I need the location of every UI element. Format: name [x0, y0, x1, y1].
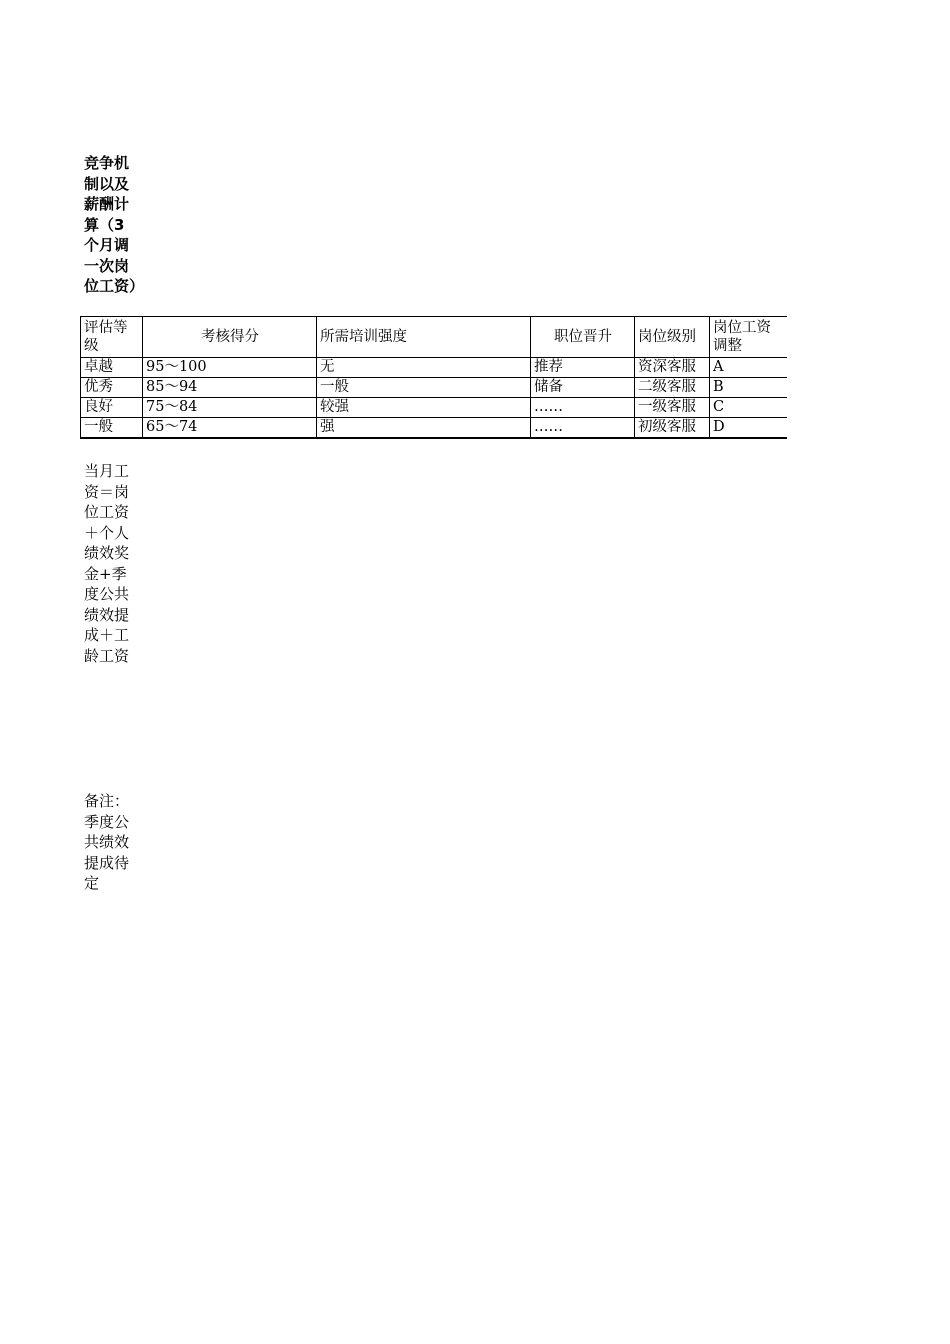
cell-grade: 优秀: [81, 378, 143, 398]
table-header-row: [81, 317, 787, 358]
cell-level: 二级客服: [635, 378, 710, 398]
header-score: 考核得分: [143, 317, 317, 358]
cell-training: 强: [317, 418, 531, 439]
header-level: 岗位级别: [635, 317, 710, 358]
evaluation-table: [80, 316, 787, 439]
cell-level: 初级客服: [635, 418, 710, 439]
cell-grade: 一般: [81, 418, 143, 439]
cell-promotion: 储备: [531, 378, 635, 398]
cell-promotion: 推荐: [531, 358, 635, 378]
cell-score: 95～100: [143, 358, 317, 378]
cell-training: 一般: [317, 378, 531, 398]
table-row: [81, 398, 787, 418]
table-row: [81, 418, 787, 439]
header-salary-adjust: 岗位工资调整: [710, 317, 787, 358]
header-grade: 评估等级: [81, 317, 143, 358]
table-row: [81, 378, 787, 398]
cell-training: 无: [317, 358, 531, 378]
cell-salary-adjust: C: [710, 398, 787, 418]
salary-formula: 当月工资＝岗位工资＋个人绩效奖金+季度公共绩效提成＋工龄工资: [84, 462, 130, 665]
cell-salary-adjust: A: [710, 358, 787, 378]
cell-score: 65～74: [143, 418, 317, 439]
header-training: 所需培训强度: [317, 317, 531, 358]
cell-promotion: ……: [531, 418, 635, 439]
remark-note: 备注：季度公共绩效提成待定: [84, 792, 130, 892]
cell-score: 85～94: [143, 378, 317, 398]
cell-score: 75～84: [143, 398, 317, 418]
cell-salary-adjust: D: [710, 418, 787, 439]
cell-training: 较强: [317, 398, 531, 418]
cell-level: 资深客服: [635, 358, 710, 378]
table-row: [81, 358, 787, 378]
cell-grade: 卓越: [81, 358, 143, 378]
cell-grade: 良好: [81, 398, 143, 418]
section-title: 竞争机制以及薪酬计算（3个月调一次岗位工资）: [84, 154, 145, 295]
cell-level: 一级客服: [635, 398, 710, 418]
header-promotion: 职位晋升: [531, 317, 635, 358]
cell-salary-adjust: B: [710, 378, 787, 398]
cell-promotion: ……: [531, 398, 635, 418]
